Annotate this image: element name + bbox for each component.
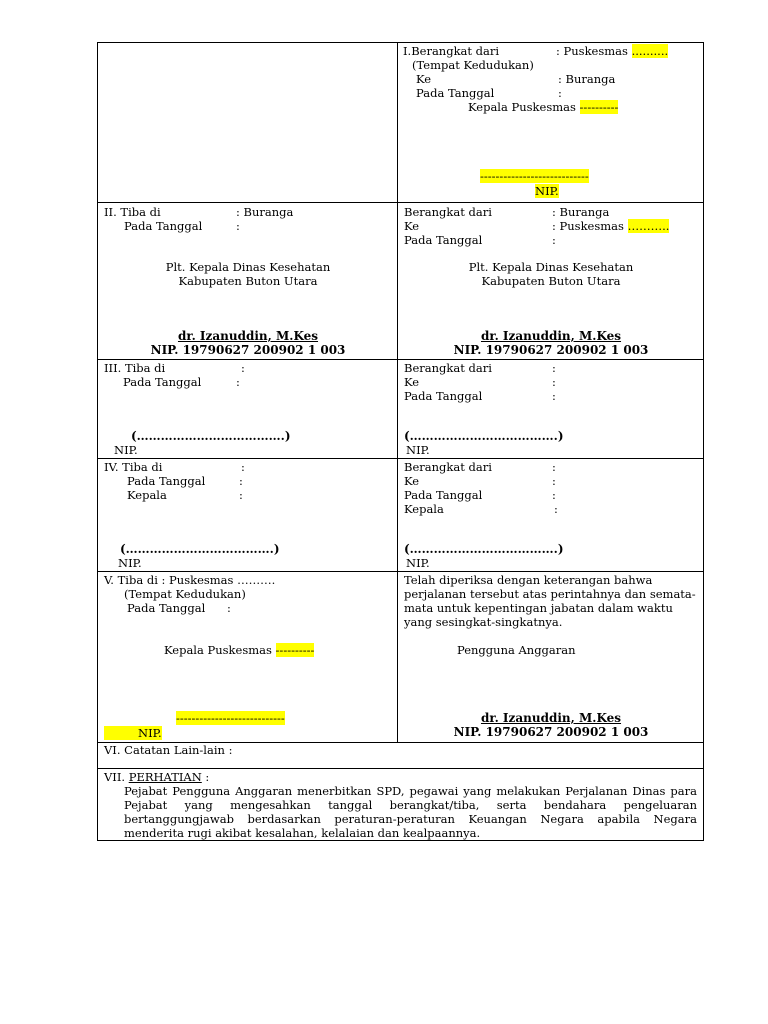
kepala-puskesmas: Kepala Puskesmas ---------- [468,100,619,114]
kepala-puskesmas: Kepala Puskesmas ---------- [164,643,315,657]
cell-berangkat-4 [398,459,704,572]
row-section-6 [98,743,704,769]
tiba-line: V. Tiba di : Puskesmas ………. [104,573,276,587]
signature-placeholder: (……………………………….) [120,542,280,556]
cell-tiba-3 [98,360,398,459]
tanggal-label: Pada Tanggal [404,233,483,247]
nip-label: NIP. [118,556,142,570]
berangkat-label: Berangkat dari [404,205,492,219]
official-name: dr. Izanuddin, M.Kes [480,329,622,343]
ke-value: : Puskesmas ……….. [552,219,670,233]
tanggal-colon: : [552,389,556,403]
cell-empty-left [98,43,398,203]
ke-colon: : [552,375,556,389]
pengguna-anggaran-role: Pengguna Anggaran [457,643,576,657]
berangkat-colon: : [552,361,556,375]
cell-catatan [98,743,704,769]
cell-tiba-5 [98,572,398,743]
tanggal-colon: : [236,375,240,389]
tiba-label: III. Tiba di [104,361,166,375]
perhatian-title: PERHATIAN [128,770,202,784]
tanggal-label: Pada Tanggal [127,474,206,488]
verification-line-1: Telah diperiksa dengan keterangan bahwa [404,573,653,587]
tiba-label: IV. Tiba di [104,460,163,474]
plt-region: Kabupaten Buton Utara [481,274,621,288]
row-section-3 [98,360,704,459]
tempat-kedudukan: (Tempat Kedudukan) [124,587,246,601]
berangkat-label: Berangkat dari [404,361,492,375]
spd-form [97,42,703,841]
official-nip: NIP. 19790627 200902 1 003 [453,725,649,739]
verification-line-4: yang sesingkat-singkatnya. [404,615,563,629]
perhatian-heading: VII. PERHATIAN : [104,770,210,784]
row-section-7 [98,769,704,841]
tanggal-colon: : [558,86,562,100]
berangkat-colon: : [552,460,556,474]
kepala-label: Kepala [404,502,444,516]
cell-tiba-4 [98,459,398,572]
perhatian-body: Pejabat Pengguna Anggaran menerbitkan SPD, pegawai yang melakukan Perjalanan Dinas para Pejabat yang mengesahkan tanggal berangkat/tiba, serta bendahara pengeluaran bertanggungjawab berdasarkan peraturan-peraturan Keuangan Negara apabila Negara menderita rugi akibat kesalahan, kelalaian dan kealpaannya. [124,784,697,840]
plt-title: Plt. Kepala Dinas Kesehatan [165,260,331,274]
ke-label: Ke [404,219,420,233]
plt-title: Plt. Kepala Dinas Kesehatan [468,260,634,274]
signature-line: ---------------------------- [480,169,589,183]
row-section-2 [98,203,704,360]
tanggal-label: Pada Tanggal [404,389,483,403]
cell-berangkat-2 [398,203,704,360]
ke-label: Ke [416,72,432,86]
nip-label: NIP. [114,443,138,457]
tanggal-label: Pada Tanggal [416,86,495,100]
nip-label: NIP. [406,556,430,570]
tiba-value: : Buranga [236,205,294,219]
berangkat-dots: .......... [631,44,669,58]
tanggal-label: Pada Tanggal [404,488,483,502]
row-section-4 [98,459,704,572]
tanggal-colon: : [552,488,556,502]
tanggal-colon: : [239,474,243,488]
cell-berangkat-1 [398,43,704,203]
tanggal-label: Pada Tanggal [127,601,206,615]
cell-pengguna-anggaran [398,572,704,743]
cell-perhatian [98,769,704,841]
ke-value: : Buranga [558,72,616,86]
official-name: dr. Izanuddin, M.Kes [177,329,319,343]
tempat-kedudukan: (Tempat Kedudukan) [412,58,534,72]
nip-label: NIP. [406,443,430,457]
berangkat-value: : Buranga [552,205,610,219]
cell-tiba-2 [98,203,398,360]
tiba-label: II. Tiba di [104,205,161,219]
ke-label: Ke [404,474,420,488]
row-section-1 [98,43,704,203]
berangkat-value: : Puskesmas .......... [556,44,669,58]
tanggal-label: Pada Tanggal [124,219,203,233]
ke-dots: ……….. [627,219,670,233]
kepala-colon: : [554,502,558,516]
signature-placeholder: (……………………………….) [131,429,291,443]
official-nip: NIP. 19790627 200902 1 003 [150,343,346,357]
signature-line: ---------------------------- [176,711,285,725]
nip-label: NIP. [535,184,559,198]
kepala-dashes: ---------- [275,643,315,657]
official-name: dr. Izanuddin, M.Kes [480,711,622,725]
verification-line-3: mata untuk kepentingan jabatan dalam waktu [404,601,673,615]
kepala-colon: : [239,488,243,502]
spd-table [97,42,704,841]
row-section-5 [98,572,704,743]
ke-label: Ke [404,375,420,389]
ke-colon: : [552,474,556,488]
tanggal-colon: : [236,219,240,233]
verification-line-2: perjalanan tersebut atas perintahnya dan semata- [404,587,696,601]
kepala-label: Kepala [127,488,167,502]
plt-region: Kabupaten Buton Utara [178,274,318,288]
signature-placeholder: (……………………………….) [404,542,564,556]
tanggal-label: Pada Tanggal [123,375,202,389]
tiba-colon: : [241,460,245,474]
tanggal-colon: : [552,233,556,247]
berangkat-label: I.Berangkat dari [403,44,500,58]
tanggal-colon: : [227,601,231,615]
official-nip: NIP. 19790627 200902 1 003 [453,343,649,357]
cell-berangkat-3 [398,360,704,459]
signature-placeholder: (……………………………….) [404,429,564,443]
kepala-dashes: ---------- [579,100,619,114]
tiba-colon: : [241,361,245,375]
catatan-label: VI. Catatan Lain-lain : [104,743,233,757]
berangkat-label: Berangkat dari [404,460,492,474]
nip-label: NIP. [104,726,162,740]
